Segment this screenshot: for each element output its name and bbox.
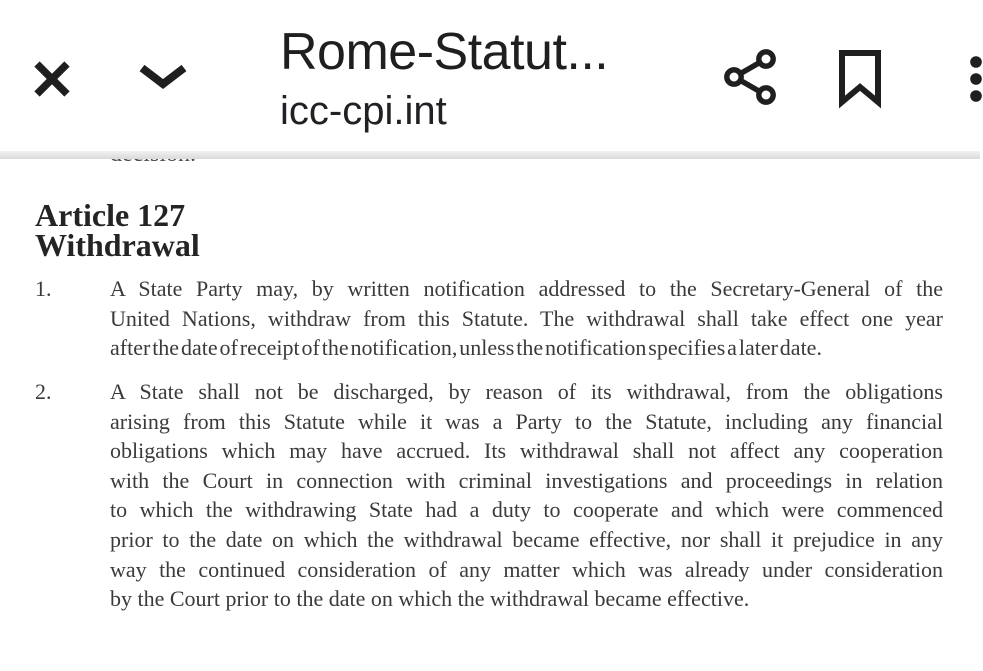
paragraph-text (110, 377, 943, 614)
browser-header (0, 0, 980, 151)
close-icon[interactable] (30, 57, 74, 101)
paragraph-text (110, 274, 943, 363)
page-title: Rome-Statut... (280, 23, 609, 81)
list-number: 1. (35, 276, 52, 301)
text-line: prior to the date on which the withdrawal became effective, nor shall it prejudice in any (110, 526, 943, 552)
text-line: A State Party may, by written notification addressed to the Secretary-General of the (110, 276, 943, 301)
pdf-document[interactable] (0, 159, 980, 671)
clipped-text-line (110, 158, 250, 167)
text-line: A State shall not be discharged, by reason of its withdrawal, from the obligations (110, 379, 943, 404)
paragraph-1 (35, 274, 943, 363)
page-separator (0, 151, 980, 159)
text-line: way the continued consideration of any matter which was already under consideration (110, 556, 943, 582)
text-line: to which the withdrawing State had a duty to cooperate and which were commenced (110, 497, 943, 523)
article-heading (35, 197, 200, 263)
text-line: arising from this Statute while it was a Party to the Statute, including any financial (110, 408, 943, 434)
text-line: United Nations, withdraw from this Statute. The withdrawal shall take effect one year (110, 305, 943, 331)
chevron-down-icon[interactable] (136, 62, 190, 90)
page-url: icc-cpi.int (280, 89, 447, 133)
text-line: after the date of receipt of the notification, unless the notification specifies a later date. (110, 335, 822, 361)
text-line: with the Court in connection with criminal investigations and proceedings in relation (110, 467, 943, 493)
text-line: by the Court prior to the date on which the withdrawal became effective. (110, 586, 750, 612)
paragraph-2 (35, 377, 943, 614)
share-icon[interactable] (722, 48, 778, 106)
bookmark-icon[interactable] (838, 50, 882, 106)
overflow-menu-icon[interactable] (969, 56, 983, 102)
text-line: obligations which may have accrued. Its withdrawal shall not affect any cooperation (110, 438, 943, 464)
list-number: 2. (35, 379, 52, 404)
article-heading-line: Withdrawal (35, 226, 200, 263)
article-heading-line: Article 127 (35, 197, 186, 233)
